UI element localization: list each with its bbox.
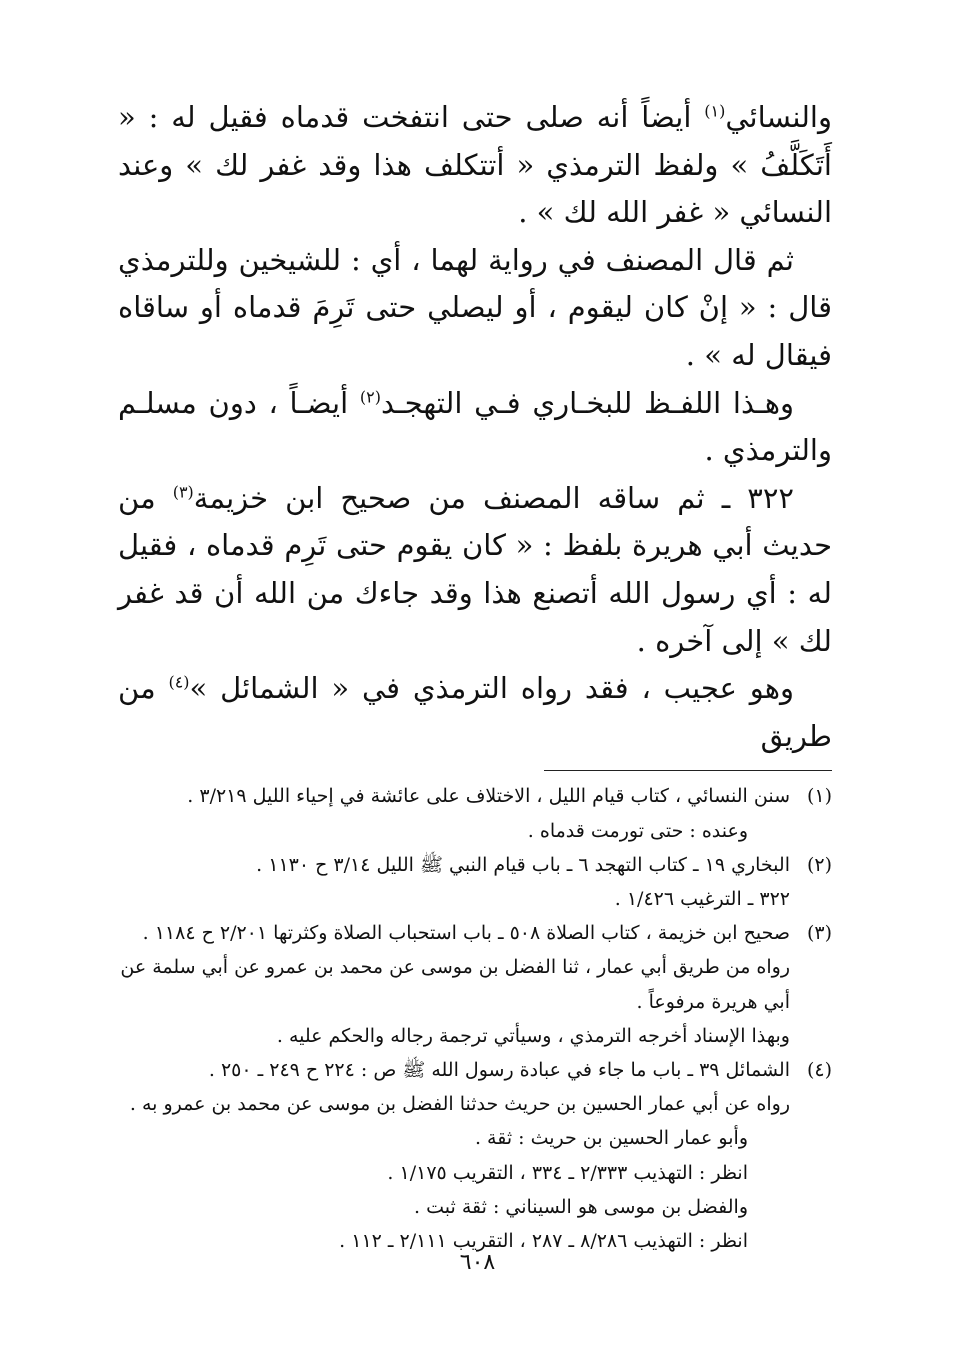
- footnote-4: [118, 1053, 832, 1258]
- footnote-4-line-1: الشمائل ٣٩ ـ باب ما جاء في عبادة رسول الله ﷺ ص : ٢٢٤ ح ٢٤٩ ـ ٢٥٠ .: [208, 1058, 790, 1081]
- paragraph-3-text-a: وهـذا اللفـظ للبخـاري فـي التهجـد: [380, 385, 794, 420]
- footnote-4-line-6: انظر : التهذيب ٨/٢٨٦ ـ ٢٨٧ ، التقريب ٢/١١١ ـ ١١٢ .: [339, 1229, 748, 1252]
- footnote-4-line-2: رواه عن أبي عمار الحسين بن حريث حدثنا الفضل بن موسى عن محمد بن عمرو به .: [129, 1093, 790, 1116]
- footnote-ref-3: (٣): [172, 482, 194, 502]
- footnote-3-line-3: وبهذا الإسناد أخرجه الترمذي ، وسيأتي ترجمة رجاله والحكم عليه .: [276, 1024, 790, 1047]
- page-number: ٦٠٨: [459, 1250, 496, 1275]
- paragraph-1: [118, 94, 832, 237]
- footnote-1-line-1: سنن النسائي ، كتاب قيام الليل ، الاختلاف على عائشة في إحياء الليل ٣/٢١٩ .: [187, 785, 790, 808]
- paragraph-3-text-b: أيضـاً ، دون مسلـم والترمذي .: [118, 385, 832, 468]
- paragraph-1-text-a: والنسائي: [725, 100, 832, 134]
- paragraph-5: [118, 665, 832, 760]
- footnote-ref-2: (٢): [359, 386, 381, 406]
- footnote-3-line-2: رواه من طريق أبي عمار ، ثنا الفضل بن موسى عن محمد بن عمرو عن أبي سلمة عن أبي هريرة مرفوعاً .: [120, 956, 790, 1013]
- footnote-1-line-2: وعنده : حتى تورمت قدماه .: [527, 819, 748, 842]
- page-body: [118, 94, 832, 1258]
- footnote-2-line-1: البخاري ١٩ ـ كتاب التهجد ٦ ـ باب قيام النبي ﷺ الليل ٣/١٤ ح ١١٣٠ .: [256, 853, 790, 876]
- footnote-4-line-5: والفضل بن موسى هو السيناني : ثقة ثبت .: [414, 1195, 748, 1218]
- footnote-3-line-1: صحيح ابن خزيمة ، كتاب الصلاة ٥٠٨ ـ باب استحباب الصلاة وكثرتها ٢/٢٠١ ح ١١٨٤ .: [142, 922, 790, 945]
- paragraph-1-text-b: أيضاً أنه صلى حتى انتفخت قدماه فقيل له : « أَتَكَلَّفُ » ولفظ الترمذي « أتتكلف هذا وقد غفر لك » وعند النسائي « غفر الله لك » .: [118, 100, 832, 230]
- footnote-4-number: (٤): [806, 1058, 832, 1081]
- footnote-2: [118, 848, 832, 916]
- footnote-4-line-4: انظر : التهذيب ٢/٣٣٣ ـ ٣٣٤ ، التقريب ١/١٧٥ .: [387, 1161, 748, 1184]
- paragraph-5-text-a: وهو عجيب ، فقد رواه الترمذي في « الشمائل »: [189, 671, 795, 706]
- footnotes: [118, 779, 832, 1258]
- footnote-2-line-2: ٣٢٢ ـ الترغيب ١/٤٢٦ .: [614, 887, 790, 910]
- footnote-divider: [544, 770, 832, 771]
- paragraph-2: ثم قال المصنف في رواية لهما ، أي : للشيخين وللترمذي قال : « إنْ كان ليقوم ، أو ليصلي حتى تَرِمَ قدماه أو ساقاه فيقال له » .: [118, 242, 832, 372]
- footnote-3: [118, 916, 832, 1053]
- paragraph-4-text-b: من حديث أبي هريرة بلفظ : « كان يقوم حتى تَرِم قدماه ، فقيل له : أي رسول الله أتصنع هذا وقد جاءك من الله أن قد غفر لك » إلى آخره .: [118, 480, 832, 658]
- footnote-1-number: (١): [806, 785, 832, 808]
- paragraph-4-text-a: ٣٢٢ ـ ثم ساقه المصنف من صحيح ابن خزيمة: [193, 480, 794, 515]
- footnote-ref-1: (١): [704, 101, 726, 121]
- footnote-4-line-3: وأبو عمار الحسين بن حريث : ثقة .: [474, 1127, 748, 1150]
- paragraph-4: [118, 475, 832, 665]
- main-text: [118, 94, 832, 760]
- footnote-ref-4: (٤): [168, 672, 190, 692]
- paragraph-5-text-b: من طريق: [118, 671, 832, 753]
- footnote-3-number: (٣): [806, 922, 832, 945]
- footnote-1: [118, 779, 832, 847]
- footnote-2-number: (٢): [806, 853, 832, 876]
- paragraph-3: [118, 380, 832, 475]
